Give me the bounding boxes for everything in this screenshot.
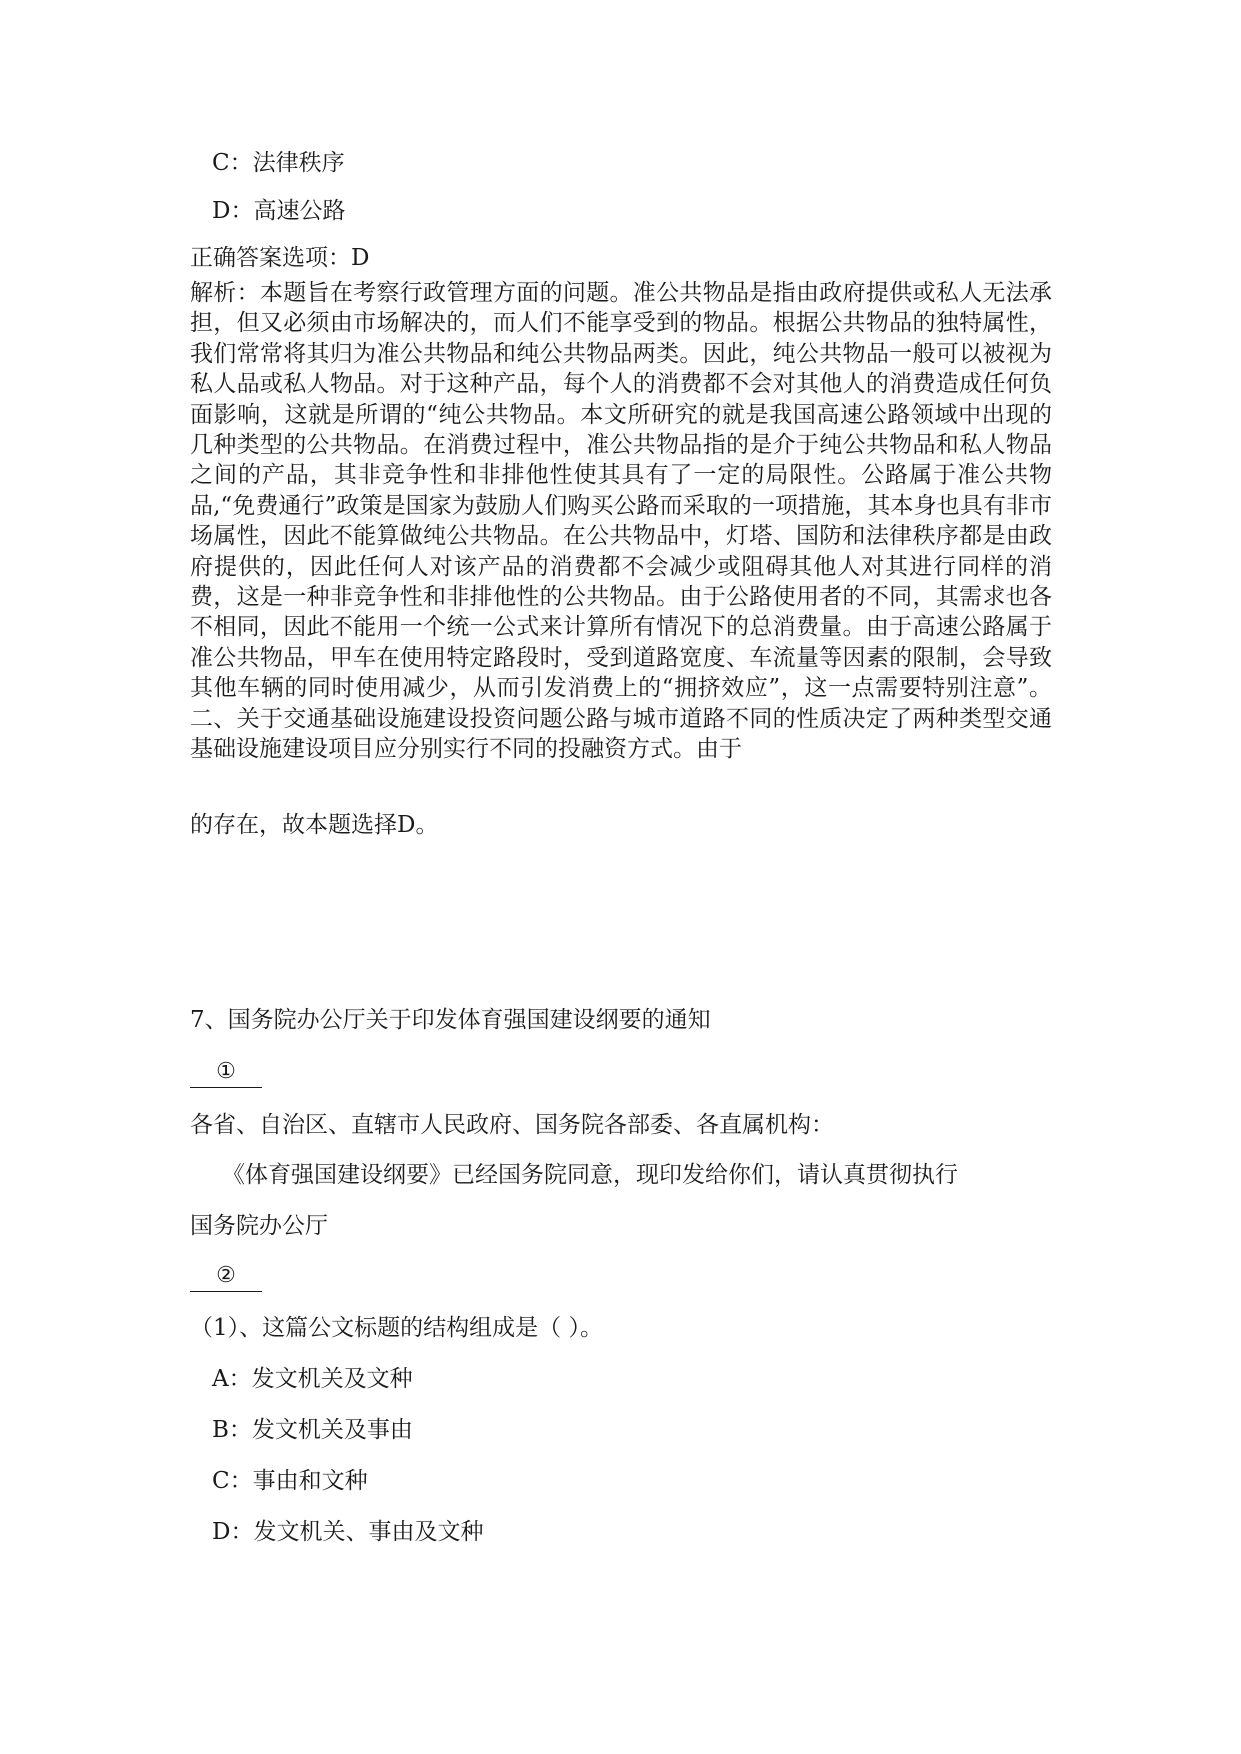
option-d: D：发文机关、事由及文种 (212, 1519, 484, 1545)
option-d: D：高速公路 (212, 198, 346, 224)
explanation-paragraph: 解析：本题旨在考察行政管理方面的问题。准公共物品是指由政府提供或私人无法承担，但又必须由市场解决的，而人们不能享受到的物品。根据公共物品的独特属性，我们常常将其归为准公共物品和纯公共物品两类。因此，纯公共物品一般可以被视为私人品或私人物品。对于这种产品，每个人的消费都不会对其他人的消费造成任何负面影响，这就是所谓的“纯公共物品。本文所研究的就是我国高速公路领域中出现的几种类型的公共物品。在消费过程中，准公共物品指的是介于纯公共物品和私人物品之间的产品，其非竞争性和非排他性使其具有了一定的局限性。公路属于准公共物品,“免费通行”政策是国家为鼓励人们购买公路而采取的一项措施，其本身也具有非市场属性，因此不能算做纯公共物品。在公共物品中，灯塔、国防和法律秩序都是由政府提供的，因此任何人对该产品的消费都不会减少或阻碍其他人对其进行同样的消费，这是一种非竞争性和非排他性的公共物品。由于公路使用者的不同，其需求也各不相同，因此不能用一个统一公式来计算所有情况下的总消费量。由于高速公路属于准公共物品，甲车在使用特定路段时，受到道路宽度、车流量等因素的限制，会导致其他车辆的同时使用减少，从而引发消费上的“拥挤效应”，这一点需要特别注意”。二、关于交通基础设施建设投资问题公路与城市道路不同的性质决定了两种类型交通基础设施建设项目应分别实行不同的投融资方式。由于 (190, 280, 1052, 763)
notice-body: 《体育强国建设纲要》已经国务院同意，现印发给你们，请认真贯彻执行 (222, 1162, 958, 1188)
option-a: A：发文机关及文种 (212, 1366, 413, 1392)
blank-1: ① (190, 1057, 262, 1088)
recipients: 各省、自治区、直辖市人民政府、国务院各部委、各直属机构： (190, 1112, 834, 1138)
question-title: 7、国务院办公厅关于印发体育强国建设纲要的通知 (190, 1007, 711, 1033)
option-b: B：发文机关及事由 (212, 1417, 413, 1443)
sub-question: （1）、这篇公文标题的结构组成是（ ）。 (190, 1315, 603, 1341)
correct-answer: 正确答案选项：D (190, 245, 370, 271)
option-c: C：法律秩序 (212, 150, 345, 176)
option-c: C：事由和文种 (212, 1468, 368, 1494)
signature: 国务院办公厅 (190, 1213, 328, 1239)
blank-2: ② (190, 1261, 262, 1292)
conclusion: 的存在，故本题选择D。 (190, 812, 439, 838)
